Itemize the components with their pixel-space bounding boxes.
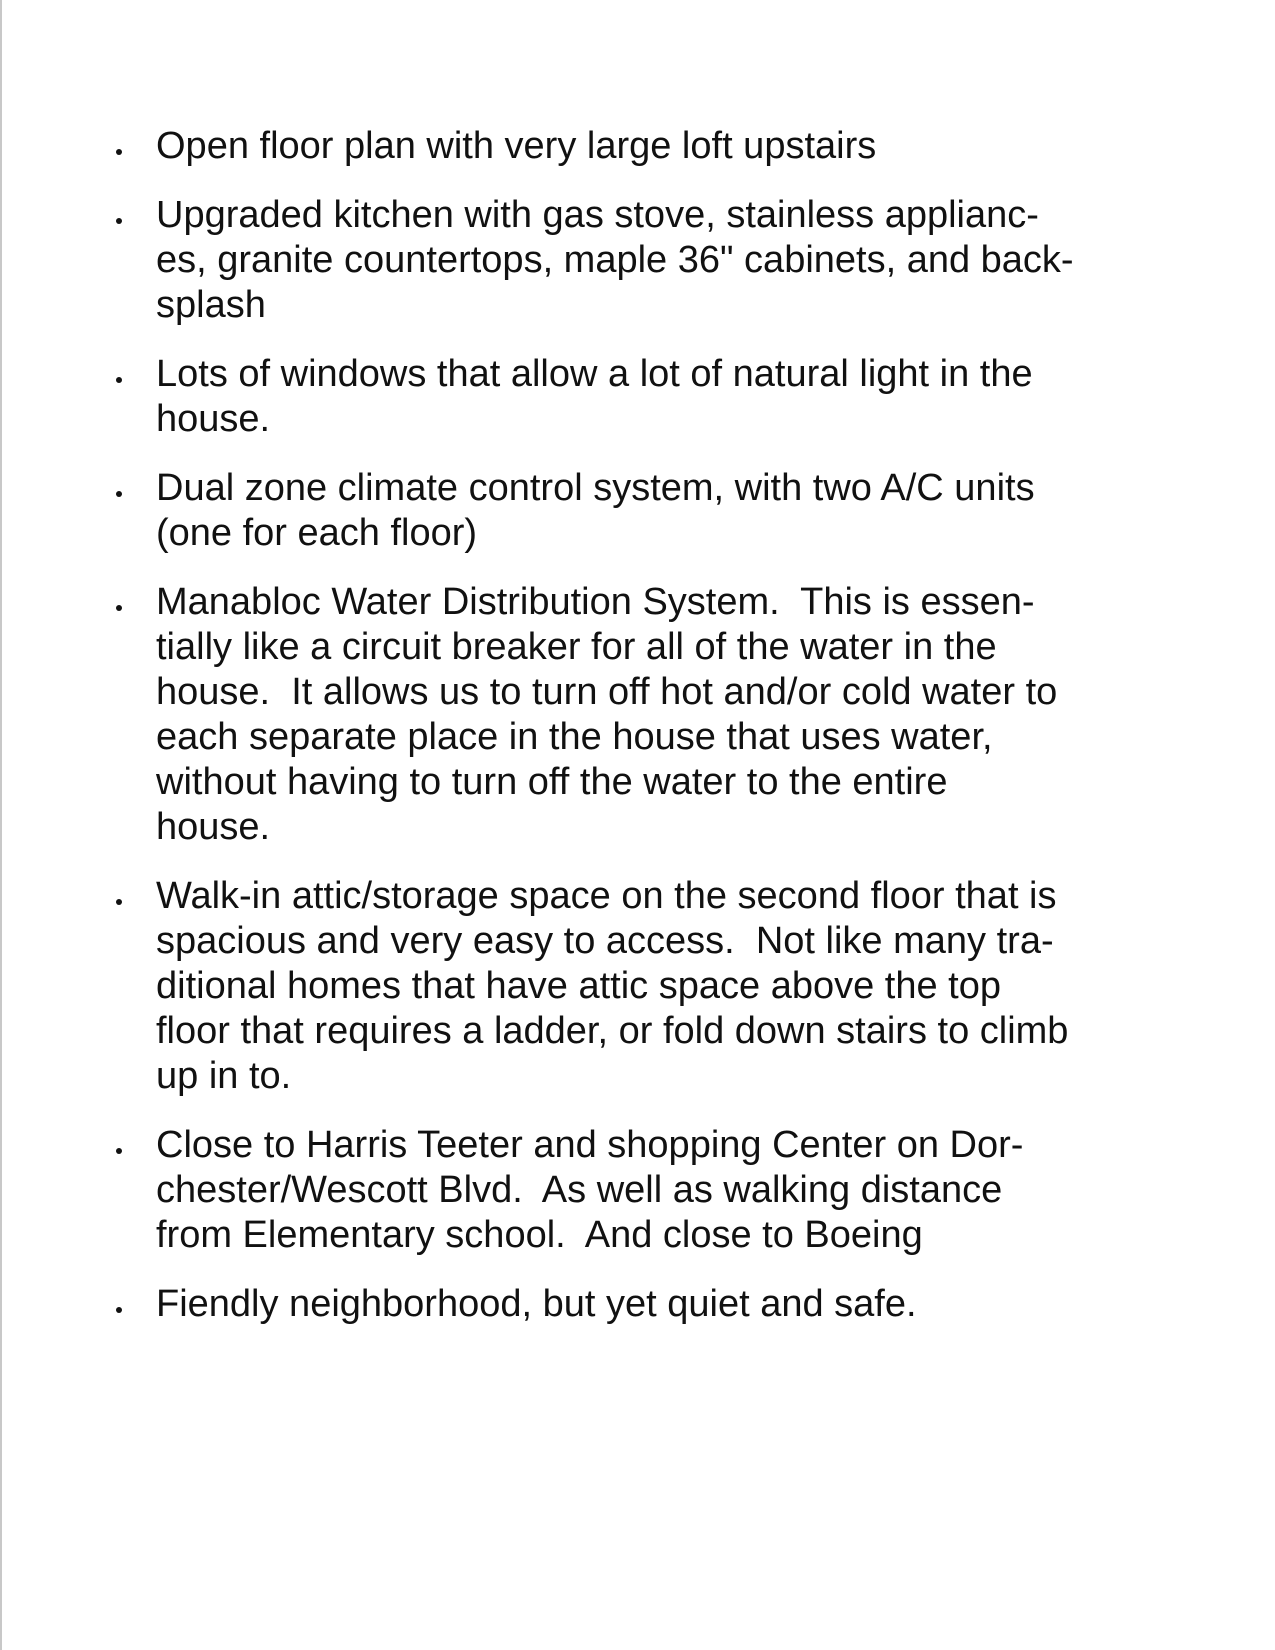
list-item-text-line: without having to turn off the water to the entire xyxy=(156,761,948,803)
bullet-icon xyxy=(116,149,122,155)
list-item-text-line: Dual zone climate control system, with two A/C units xyxy=(156,467,1035,509)
list-item xyxy=(2,466,1275,556)
list-item-text-line: splash xyxy=(156,284,266,326)
list-item xyxy=(2,874,1275,1099)
list-item-text-line: each separate place in the house that uses water, xyxy=(156,716,993,758)
bullet-icon xyxy=(116,1307,122,1313)
list-item-text-line: Walk-in attic/storage space on the second floor that is xyxy=(156,875,1057,917)
feature-list xyxy=(2,124,1275,1351)
list-item-text-line: ditional homes that have attic space above the top xyxy=(156,965,1001,1007)
list-item xyxy=(2,193,1275,328)
bullet-icon xyxy=(116,605,122,611)
list-item-text-line: house. xyxy=(156,398,271,440)
list-item xyxy=(2,352,1275,442)
list-item-text-line: house. xyxy=(156,806,271,848)
list-item-text-line: Fiendly neighborhood, but yet quiet and safe. xyxy=(156,1283,917,1325)
list-item-text-line: (one for each floor) xyxy=(156,512,478,554)
list-item-text-line: Upgraded kitchen with gas stove, stainless applianc- xyxy=(156,194,1039,236)
list-item-text-line: floor that requires a ladder, or fold down stairs to climb xyxy=(156,1010,1069,1052)
list-item-text-line: tially like a circuit breaker for all of the water in the xyxy=(156,626,997,668)
list-item xyxy=(2,1282,1275,1327)
bullet-icon xyxy=(116,899,122,905)
bullet-icon xyxy=(116,491,122,497)
list-item-text-line: house. It allows us to turn off hot and/or cold water to xyxy=(156,671,1058,713)
list-item xyxy=(2,1123,1275,1258)
list-item xyxy=(2,580,1275,850)
list-item-text-line: from Elementary school. And close to Boeing xyxy=(156,1214,923,1256)
bullet-icon xyxy=(116,218,122,224)
list-item-text-line: spacious and very easy to access. Not like many tra- xyxy=(156,920,1054,962)
list-item xyxy=(2,124,1275,169)
list-item-text-line: Manabloc Water Distribution System. This is essen- xyxy=(156,581,1035,623)
list-item-text-line: Lots of windows that allow a lot of natural light in the xyxy=(156,353,1033,395)
list-item-text-line: up in to. xyxy=(156,1055,292,1097)
list-item-text-line: chester/Wescott Blvd. As well as walking distance xyxy=(156,1169,1003,1211)
bullet-icon xyxy=(116,1148,122,1154)
bullet-icon xyxy=(116,377,122,383)
list-item-text-line: Close to Harris Teeter and shopping Center on Dor- xyxy=(156,1124,1024,1166)
list-item-text-line: Open floor plan with very large loft upstairs xyxy=(156,125,877,167)
list-item-text-line: es, granite countertops, maple 36" cabinets, and back- xyxy=(156,239,1074,281)
